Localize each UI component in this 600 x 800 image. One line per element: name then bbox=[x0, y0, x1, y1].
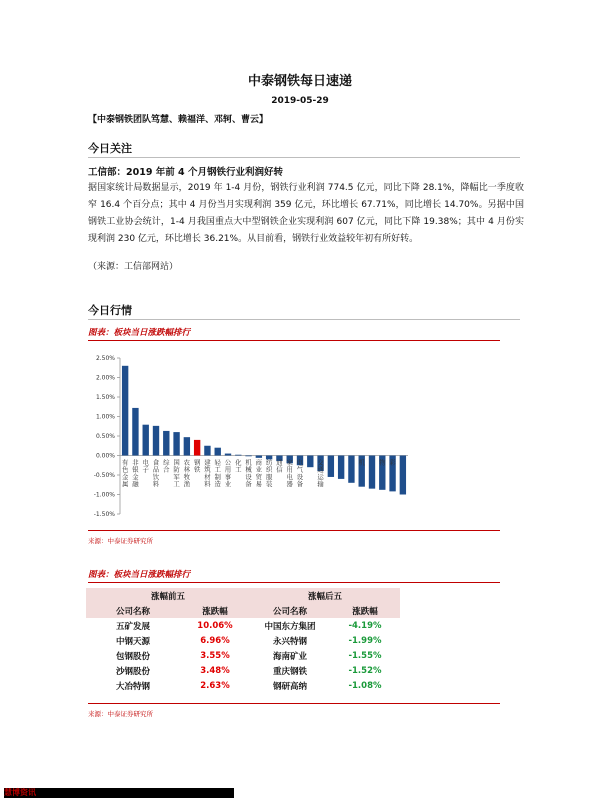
y-tick-label: 2.50% bbox=[95, 355, 115, 362]
bar-12 bbox=[245, 456, 251, 457]
bottom-stock-change: -4.19% bbox=[348, 620, 382, 631]
focus-divider bbox=[88, 157, 520, 158]
y-tick-label: 0.00% bbox=[95, 452, 115, 460]
x-tick-label: 有色金属 bbox=[121, 458, 129, 489]
report-date: 2019-05-29 bbox=[271, 96, 329, 106]
x-tick-label: 建筑材料 bbox=[204, 458, 211, 489]
bottom-stock-change: -1.99% bbox=[348, 635, 382, 646]
bar-27 bbox=[400, 456, 406, 495]
figure1-caption: 图表：板块当日涨跌幅排行 bbox=[88, 328, 191, 338]
figure1-top-rule bbox=[88, 340, 500, 341]
x-tick-label: 轻工制造 bbox=[214, 458, 221, 489]
bottom5-group-header: 涨幅后五 bbox=[250, 588, 400, 603]
bottom-stock-change: -1.55% bbox=[348, 650, 382, 661]
x-tick-label: 商业贸易 bbox=[255, 458, 263, 489]
y-tick-label: -0.50% bbox=[93, 472, 115, 479]
top-stock-name: 中钢天源 bbox=[115, 636, 150, 647]
x-tick-label: 机 bbox=[358, 458, 365, 467]
x-tick-label: 纺织服装 bbox=[265, 458, 273, 489]
table-row bbox=[86, 678, 400, 693]
col-header-change: 涨跌幅 bbox=[180, 603, 250, 618]
chart-bars bbox=[122, 366, 406, 495]
stock-ranking-table bbox=[86, 588, 400, 693]
bar-0 bbox=[122, 366, 128, 456]
figure2-source: 来源：中泰证券研究所 bbox=[88, 710, 153, 718]
x-tick-label: 化工 bbox=[235, 458, 242, 474]
bar-18 bbox=[307, 456, 313, 468]
bar-21 bbox=[338, 456, 344, 479]
focus-body: 据国家统计局数据显示，2019 年 1-4 月份，钢铁行业利润 774.5 亿元，同比下降 28.1%，降幅比一季度收窄 16.4 个百分点；其中 4 月份当月实现利润 359 亿元，环比增长 67.71%，同比增长 14.70%。另据中国钢铁工业协会统计，1-4 月我国重点大中型钢铁企业实现利润 607 亿元，同比下降 19.38%；其中 4 月份实现利润 230 亿元，环比增长 36.21%。从目前看，钢铁行业效益较年初有所好转。 bbox=[88, 183, 524, 244]
x-tick-label: 国防军工 bbox=[173, 458, 180, 489]
figure2-top-rule bbox=[88, 582, 500, 583]
x-tick-label: 综合 bbox=[163, 458, 170, 474]
x-tick-label: 电气设备 bbox=[296, 458, 304, 489]
figure2-bottom-rule bbox=[88, 703, 500, 704]
bar-24 bbox=[369, 456, 375, 489]
market-section-title: 今日行情 bbox=[88, 304, 132, 317]
focus-source: （来源：工信部网站） bbox=[88, 262, 179, 272]
y-tick-label: 2.00% bbox=[95, 374, 115, 382]
bar-11 bbox=[235, 455, 241, 456]
y-tick-label: 1.50% bbox=[95, 394, 115, 401]
x-tick-label: 家用电器 bbox=[286, 458, 293, 489]
page-title: 中泰钢铁每日速递 bbox=[247, 74, 352, 89]
col-header-name: 公司名称 bbox=[86, 603, 180, 618]
bar-10 bbox=[225, 454, 231, 456]
x-tick-label: 通信 bbox=[276, 458, 283, 474]
bar-7 bbox=[194, 440, 200, 456]
y-tick-label: -1.00% bbox=[93, 491, 115, 499]
bottom-stock-name: 中国东方集团 bbox=[264, 621, 316, 632]
bar-9 bbox=[215, 448, 221, 456]
bar-1 bbox=[132, 408, 138, 456]
author-team: 【中泰钢铁团队笃慧、赖福洋、邓轲、曹云】 bbox=[88, 115, 269, 125]
bar-4 bbox=[163, 431, 169, 456]
chart-y-tick-labels bbox=[94, 355, 116, 518]
figure1-source: 来源：中泰证券研究所 bbox=[88, 537, 153, 545]
x-tick-label: 机械设备 bbox=[245, 458, 252, 489]
bottom-stock-name: 重庆钢铁 bbox=[272, 666, 307, 677]
x-tick-label: 农林牧渔 bbox=[183, 458, 191, 489]
top-stock-change: 6.96% bbox=[200, 635, 230, 646]
bar-2 bbox=[143, 425, 149, 456]
table-row bbox=[86, 618, 400, 633]
market-divider bbox=[88, 319, 520, 320]
bar-3 bbox=[153, 426, 159, 456]
bar-20 bbox=[328, 456, 334, 477]
x-tick-label: 电子 bbox=[142, 458, 149, 474]
x-tick-label: 食品饮料 bbox=[152, 458, 160, 489]
focus-headline: 工信部：2019 年前 4 个月钢铁行业利润好转 bbox=[88, 167, 283, 178]
y-tick-label: 0.50% bbox=[95, 433, 115, 440]
focus-section-title: 今日关注 bbox=[88, 142, 132, 155]
footer-bar bbox=[4, 788, 234, 798]
figure1-bottom-rule bbox=[88, 530, 500, 531]
footer-watermark: 慧博资讯 bbox=[4, 788, 36, 797]
x-tick-label: 公用事业 bbox=[224, 458, 232, 489]
x-tick-label: 彩 bbox=[389, 458, 396, 467]
bottom-stock-change: -1.08% bbox=[348, 680, 382, 691]
bottom-stock-name: 海南矿业 bbox=[272, 651, 307, 662]
y-tick-label: -1.50% bbox=[93, 511, 115, 518]
table-row bbox=[86, 648, 400, 663]
y-tick-label: 1.00% bbox=[95, 413, 115, 421]
bottom-stock-name: 钢研高纳 bbox=[272, 681, 307, 692]
bar-8 bbox=[204, 446, 210, 456]
col-header-change: 涨跌幅 bbox=[330, 603, 400, 618]
top-stock-name: 沙钢股份 bbox=[115, 666, 150, 677]
figure2-caption: 图表：板块当日涨跌幅排行 bbox=[88, 570, 191, 580]
top5-group-header: 涨幅前五 bbox=[86, 588, 250, 603]
x-tick-label: 物 bbox=[379, 458, 386, 467]
x-tick-label: 钢铁 bbox=[193, 458, 201, 474]
bar-13 bbox=[256, 456, 262, 458]
bottom-stock-name: 永兴特钢 bbox=[272, 636, 307, 647]
x-tick-label: 交通运输 bbox=[317, 458, 324, 489]
chart-x-tick-labels bbox=[122, 458, 396, 489]
bar-5 bbox=[173, 432, 179, 455]
top-stock-change: 3.48% bbox=[200, 665, 230, 676]
bottom-stock-change: -1.52% bbox=[348, 665, 382, 676]
chart-axes bbox=[117, 358, 408, 514]
x-tick-label: 非银金融 bbox=[132, 458, 139, 489]
table-row bbox=[86, 633, 400, 648]
bar-6 bbox=[184, 437, 190, 455]
top-stock-change: 3.55% bbox=[200, 650, 230, 661]
top-stock-change: 2.63% bbox=[200, 680, 230, 691]
top-stock-name: 大冶特钢 bbox=[115, 681, 150, 692]
top-stock-name: 包钢股份 bbox=[115, 651, 150, 662]
bar-22 bbox=[348, 456, 354, 483]
col-header-name: 公司名称 bbox=[250, 603, 330, 618]
top-stock-name: 五矿发展 bbox=[115, 621, 150, 632]
sector-change-chart bbox=[88, 346, 418, 528]
table-row bbox=[86, 663, 400, 678]
top-stock-change: 10.06% bbox=[197, 620, 233, 631]
